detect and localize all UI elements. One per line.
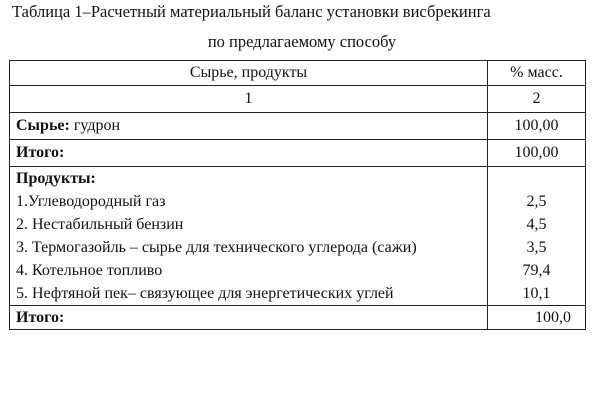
product-row [10, 213, 586, 236]
product-value: 3,5 [488, 236, 586, 259]
header-raw-products: Сырье, продукты [10, 61, 488, 86]
product-name: 1.Углеводородный газ [10, 190, 488, 213]
product-row [10, 282, 586, 306]
product-name: 2. Нестабильный бензин [10, 213, 488, 236]
product-value: 79,4 [488, 259, 586, 282]
product-value: 2,5 [488, 190, 586, 213]
table-header-row [10, 61, 586, 86]
product-name: 3. Термогазойль – сырье для технического углерода (сажи) [10, 236, 488, 259]
raw-total-value: 100,00 [488, 140, 586, 167]
raw-total-row [10, 140, 586, 167]
header-mass-percent: % масс. [488, 61, 586, 86]
product-value: 4,5 [488, 213, 586, 236]
column-number-1: 1 [10, 86, 488, 113]
products-heading-value [488, 167, 586, 191]
raw-material-label [10, 113, 488, 140]
products-total-label: Итого: [10, 306, 488, 330]
column-number-row [10, 86, 586, 113]
product-name: 5. Нефтяной пек– связующее для энергетических углей [10, 282, 488, 306]
raw-total-label: Итого: [10, 140, 488, 167]
product-row [10, 259, 586, 282]
table-caption-line-2: по предлагаемому способу [207, 32, 397, 51]
product-row [10, 236, 586, 259]
product-name: 4. Котельное топливо [10, 259, 488, 282]
products-total-value: 100,0 [488, 306, 586, 330]
column-number-2: 2 [488, 86, 586, 113]
product-row [10, 190, 586, 213]
table-caption-line-1: Таблица 1–Расчетный материальный баланс установки висбрекинга [12, 2, 491, 21]
products-heading: Продукты: [10, 167, 488, 191]
raw-material-value: 100,00 [488, 113, 586, 140]
material-balance-table [9, 60, 586, 330]
raw-material-row [10, 113, 586, 140]
raw-material-label-bold: Сырье: [16, 117, 70, 134]
products-heading-row [10, 167, 586, 191]
product-value: 10,1 [488, 282, 586, 306]
products-total-row [10, 306, 586, 330]
raw-material-label-rest: гудрон [69, 117, 121, 134]
